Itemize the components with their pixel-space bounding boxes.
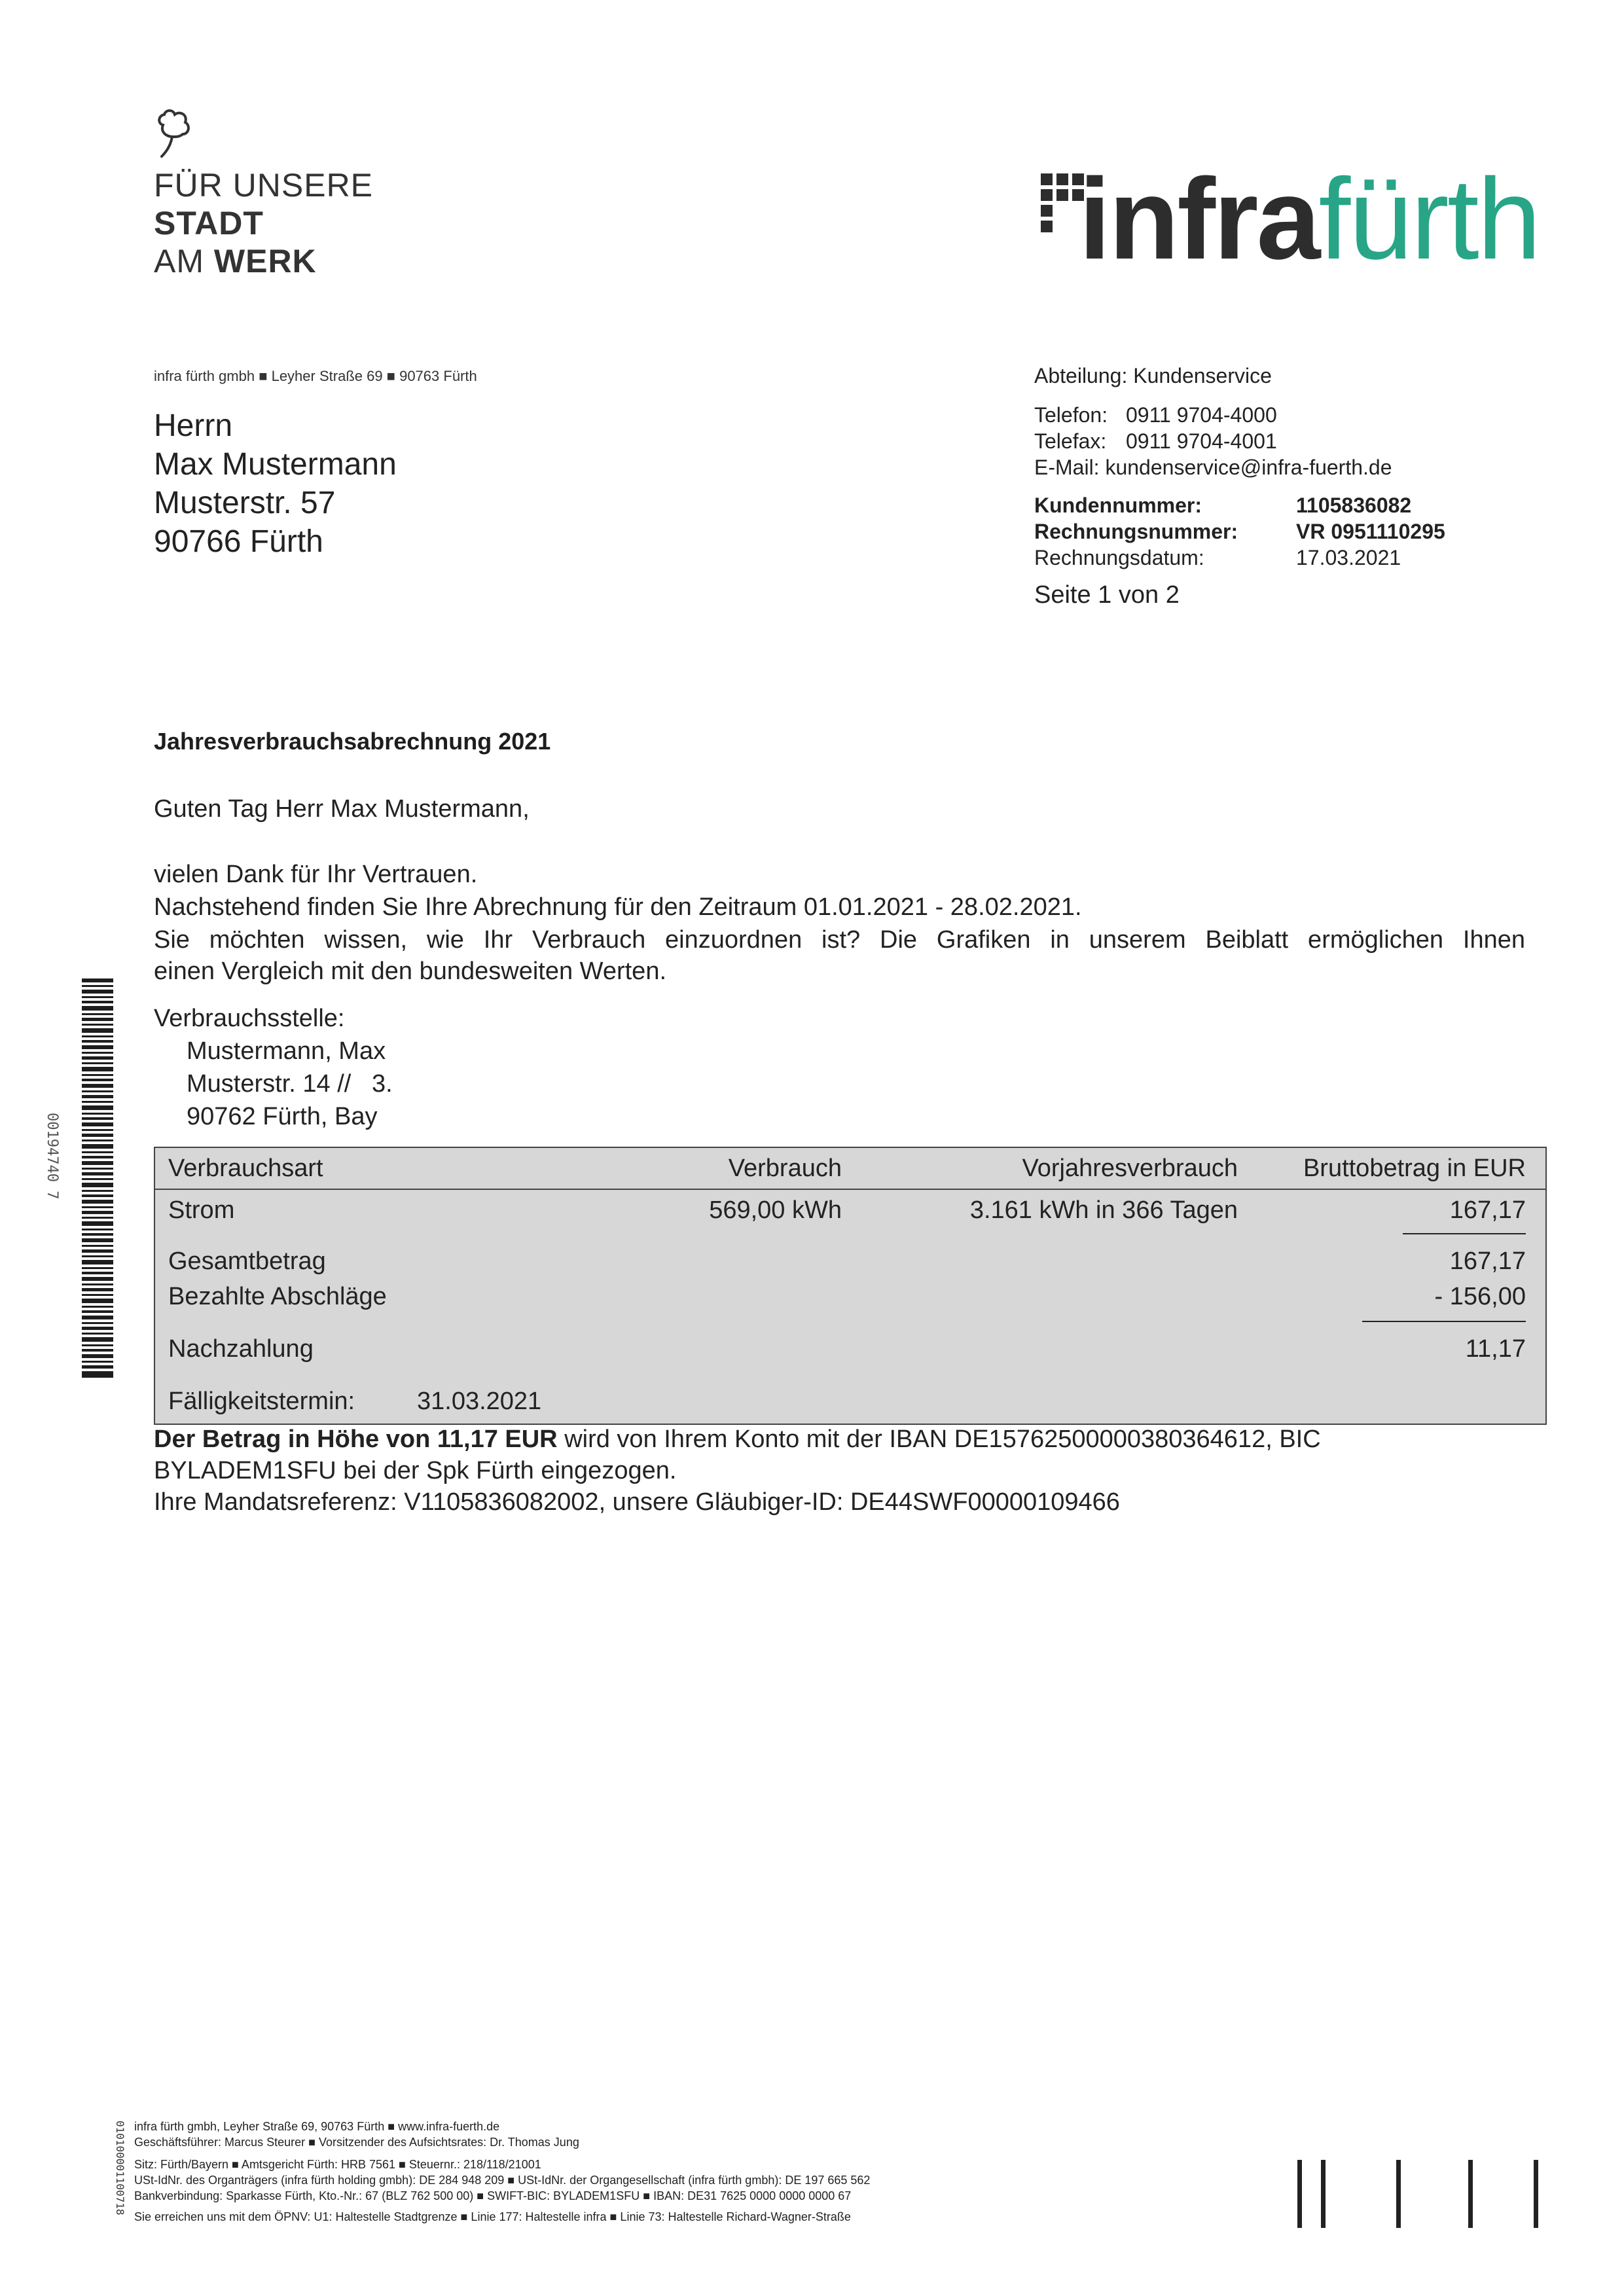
row-consumption: 569,00 kWh <box>709 1196 842 1224</box>
recipient-street: Musterstr. 57 <box>154 486 336 520</box>
header-consumption: Verbrauch <box>728 1155 842 1182</box>
header-previous-year: Vorjahresverbrauch <box>1022 1155 1238 1182</box>
brand-part-infra: infra <box>1079 155 1319 283</box>
mandate-reference-line: Ihre Mandatsreferenz: V1105836082002, unsere Gläubiger-ID: DE44SWF00000109466 <box>154 1488 1120 1516</box>
period-line: Nachstehend finden Sie Ihre Abrechnung für den Zeitraum 01.01.2021 - 28.02.2021. <box>154 893 1082 921</box>
omr-mark <box>1534 2160 1538 2228</box>
header-consumption-type: Verbrauchsart <box>168 1155 323 1182</box>
debit-line-2: BYLADEM1SFU bei der Spk Fürth eingezogen. <box>154 1457 677 1484</box>
site-name: Mustermann, Max <box>187 1037 386 1065</box>
row-type: Strom <box>168 1196 235 1224</box>
sender-line: infra fürth gmbh ■ Leyher Straße 69 ■ 90763 Fürth <box>154 368 477 384</box>
barcode-number: 00194740 7 <box>44 1113 60 1200</box>
total-value: 167,17 <box>1449 1247 1526 1275</box>
invoice-date-row <box>1034 545 1401 571</box>
invoice-date-label: Rechnungsdatum: <box>1034 546 1204 569</box>
recipient-city: 90766 Fürth <box>154 524 323 559</box>
site-street: Musterstr. 14 // 3. <box>187 1070 393 1098</box>
invoice-date-value: 17.03.2021 <box>1296 546 1401 569</box>
greeting: Guten Tag Herr Max Mustermann, <box>154 795 530 823</box>
fax-label: Telefax: <box>1034 429 1107 453</box>
phone-label: Telefon: <box>1034 403 1108 427</box>
row-amount: 167,17 <box>1449 1196 1526 1224</box>
slogan-line-3-prefix: AM <box>154 243 214 279</box>
footer-line-4: USt-IdNr. des Organträgers (infra fürth holding gmbh): DE 284 948 209 ■ USt-IdNr. der Organgesellschaft (infra fürth gmbh): DE 197 665 562 <box>134 2174 871 2187</box>
recipient-salutation: Herrn <box>154 408 233 443</box>
row-previous-year: 3.161 kWh in 366 Tagen <box>969 1196 1238 1224</box>
slogan-line-2: STADT <box>154 205 264 242</box>
omr-mark <box>1321 2160 1326 2228</box>
debit-iban-text: wird von Ihrem Konto mit der IBAN DE15762500000380364612, BIC <box>557 1426 1321 1453</box>
site-city: 90762 Fürth, Bay <box>187 1103 378 1130</box>
info-line-1: Sie möchten wissen, wie Ihr Verbrauch einzuordnen ist? Die Grafiken in unserem Beiblatt ermöglichen Ihnen <box>154 926 1525 954</box>
slogan-logo <box>154 108 374 279</box>
footer-line-2: Geschäftsführer: Marcus Steurer ■ Vorsitzender des Aufsichtsrates: Dr. Thomas Jung <box>134 2136 579 2149</box>
phone-row <box>1034 402 1277 428</box>
footer-side-code: 010100001100718 <box>114 2121 126 2215</box>
slogan-line-3-bold: WERK <box>213 243 317 279</box>
subject-heading: Jahresverbrauchsabrechnung 2021 <box>154 728 551 755</box>
recipient-name: Max Mustermann <box>154 447 397 482</box>
customer-number-label: Kundennummer: <box>1034 493 1202 517</box>
email-line: E-Mail: kundenservice@infra-fuerth.de <box>1034 456 1392 479</box>
footer-line-6: Sie erreichen uns mit dem ÖPNV: U1: Haltestelle Stadtgrenze ■ Linie 177: Haltestelle infra ■ Linie 73: Haltestelle Richard-Wagner-Straße <box>134 2210 851 2223</box>
brand-wordmark <box>1079 155 1540 283</box>
thanks-line: vielen Dank für Ihr Vertrauen. <box>154 861 478 888</box>
customer-number-row <box>1034 492 1412 518</box>
page-indicator: Seite 1 von 2 <box>1034 581 1180 609</box>
due-label: Nachzahlung <box>168 1335 314 1363</box>
due-date-value: 31.03.2021 <box>417 1388 542 1415</box>
omr-mark <box>1396 2160 1401 2228</box>
footer-line-5: Bankverbindung: Sparkasse Fürth, Kto.-Nr.: 67 (BLZ 762 500 00) ■ SWIFT-BIC: BYLADEM1SFU ■ IBAN: DE31 7625 0000 0000 0000 67 <box>134 2189 852 2202</box>
total-label: Gesamtbetrag <box>168 1247 326 1275</box>
clover-icon <box>154 108 193 160</box>
invoice-number-label: Rechnungsnummer: <box>1034 520 1238 543</box>
header-gross-amount: Bruttobetrag in EUR <box>1303 1155 1526 1182</box>
omr-mark <box>1297 2160 1302 2228</box>
omr-mark <box>1468 2160 1473 2228</box>
slogan-line-1: FÜR UNSERE <box>154 167 374 204</box>
brand-part-fuerth: fürth <box>1318 155 1540 283</box>
table-header-row <box>155 1148 1545 1190</box>
total-divider <box>1362 1321 1526 1322</box>
infra-fuerth-logo <box>1041 155 1558 283</box>
subtotal-divider <box>1403 1233 1526 1234</box>
phone-value: 0911 9704-4000 <box>1126 403 1277 427</box>
info-line-2: einen Vergleich mit den bundesweiten Werten. <box>154 958 667 985</box>
department: Abteilung: Kundenservice <box>1034 364 1272 387</box>
site-label: Verbrauchsstelle: <box>154 1005 345 1032</box>
billing-summary-table <box>154 1147 1547 1425</box>
paid-value: - 156,00 <box>1434 1283 1526 1310</box>
invoice-number-row <box>1034 518 1445 545</box>
paid-label: Bezahlte Abschläge <box>168 1283 387 1310</box>
footer-line-3: Sitz: Fürth/Bayern ■ Amtsgericht Fürth: HRB 7561 ■ Steuernr.: 218/118/21001 <box>134 2158 541 2171</box>
debit-amount: Der Betrag in Höhe von 11,17 EUR <box>154 1426 558 1453</box>
due-date-label: Fälligkeitstermin: <box>168 1388 355 1415</box>
footer-line-1: infra fürth gmbh, Leyher Straße 69, 90763 Fürth ■ www.infra-fuerth.de <box>134 2120 500 2133</box>
invoice-number-value: VR 0951110295 <box>1296 520 1445 543</box>
barcode <box>82 978 113 1378</box>
fax-row <box>1034 428 1277 454</box>
due-value: 11,17 <box>1465 1335 1526 1363</box>
customer-number-value: 1105836082 <box>1296 493 1412 517</box>
debit-line-1 <box>154 1424 1321 1454</box>
fax-value: 0911 9704-4001 <box>1126 429 1277 453</box>
slogan-line-3 <box>154 243 317 279</box>
